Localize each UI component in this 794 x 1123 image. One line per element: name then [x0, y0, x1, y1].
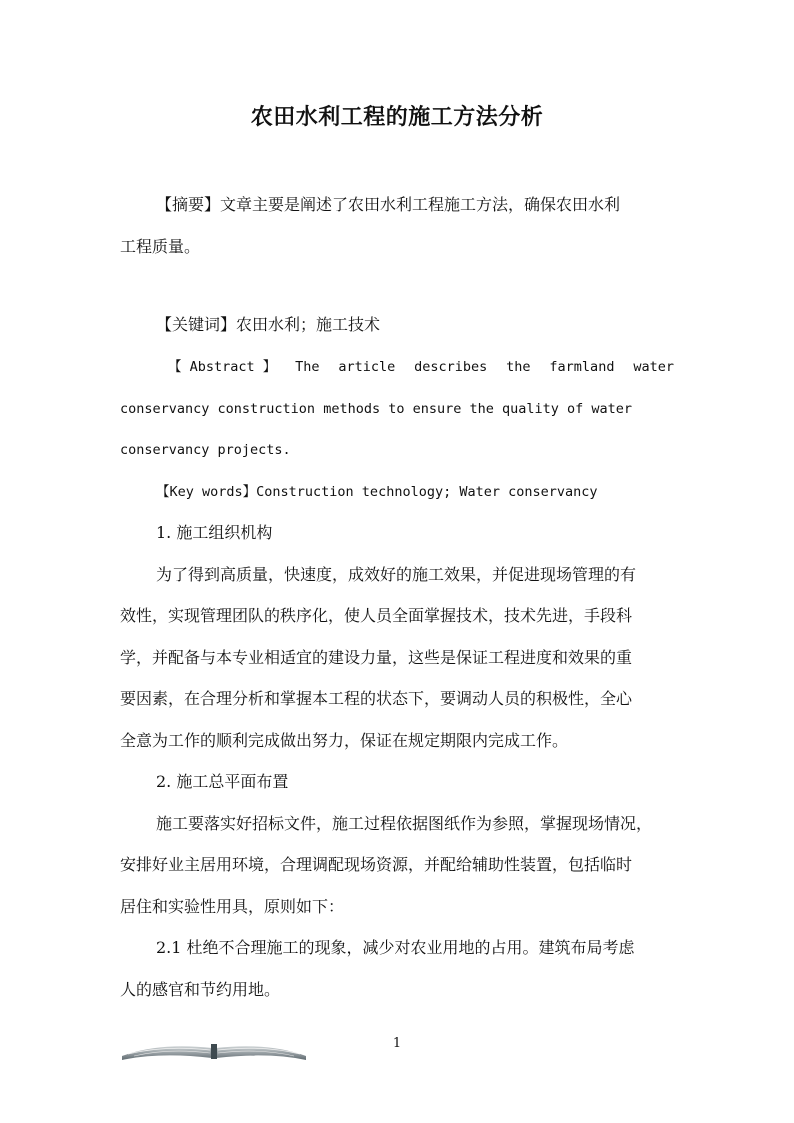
- section-1: [120, 512, 674, 761]
- section-1-line: 学，并配备与本专业相适宜的建设力量，这些是保证工程进度和效果的重: [120, 647, 633, 667]
- abstract-en-line-1: 【 Abstract 】 The article describes the farmland water: [168, 359, 674, 375]
- section-2: [120, 761, 674, 927]
- section-2-heading: 2. 施工总平面布置: [156, 772, 289, 791]
- document-title: 农田水利工程的施工方法分析: [250, 105, 544, 130]
- abstract-en: [120, 347, 674, 472]
- abstract-zh: [120, 184, 674, 267]
- section-2-1-line: 人的感官和节约用地。: [120, 979, 281, 999]
- page-number: 1: [392, 1036, 402, 1051]
- section-2-1-line: 2.1 杜绝不合理施工的现象，减少对农业用地的占用。建筑布局考虑: [156, 938, 635, 957]
- section-1-line: 为了得到高质量，快速度，成效好的施工效果，并促进现场管理的有: [156, 564, 637, 584]
- section-1-line: 要因素，在合理分析和掌握本工程的状态下，要调动人员的积极性，全心: [120, 689, 633, 708]
- section-2-line: 施工要落实好招标文件，施工过程依据图纸作为参照，掌握现场情况，: [156, 813, 653, 833]
- abstract-en-line-2: conservancy construction methods to ensure the quality of water: [120, 400, 633, 417]
- abstract-en-line-3: conservancy projects.: [120, 442, 291, 458]
- section-2-1: [120, 927, 674, 1010]
- section-1-line: 全意为工作的顺利完成做出努力，保证在规定期限内完成工作。: [120, 730, 569, 750]
- open-book-icon: [120, 1036, 308, 1060]
- abstract-zh-line-2: 工程质量。: [120, 236, 201, 256]
- section-2-line: 安排好业主居用环境，合理调配现场资源，并配给辅助性装置，包括临时: [120, 855, 633, 874]
- abstract-zh-line-1: 【摘要】文章主要是阐述了农田水利工程施工方法，确保农田水利: [156, 195, 621, 214]
- keywords-zh: 【关键词】农田水利；施工技术: [156, 315, 381, 334]
- section-1-heading: 1. 施工组织机构: [156, 523, 273, 542]
- section-2-line: 居住和实验性用具，原则如下：: [120, 896, 345, 916]
- keywords-en: 【Key words】Construction technology; Water conservancy: [156, 484, 598, 500]
- section-1-line: 效性，实现管理团队的秩序化，使人员全面掌握技术，技术先进，手段科: [120, 606, 633, 625]
